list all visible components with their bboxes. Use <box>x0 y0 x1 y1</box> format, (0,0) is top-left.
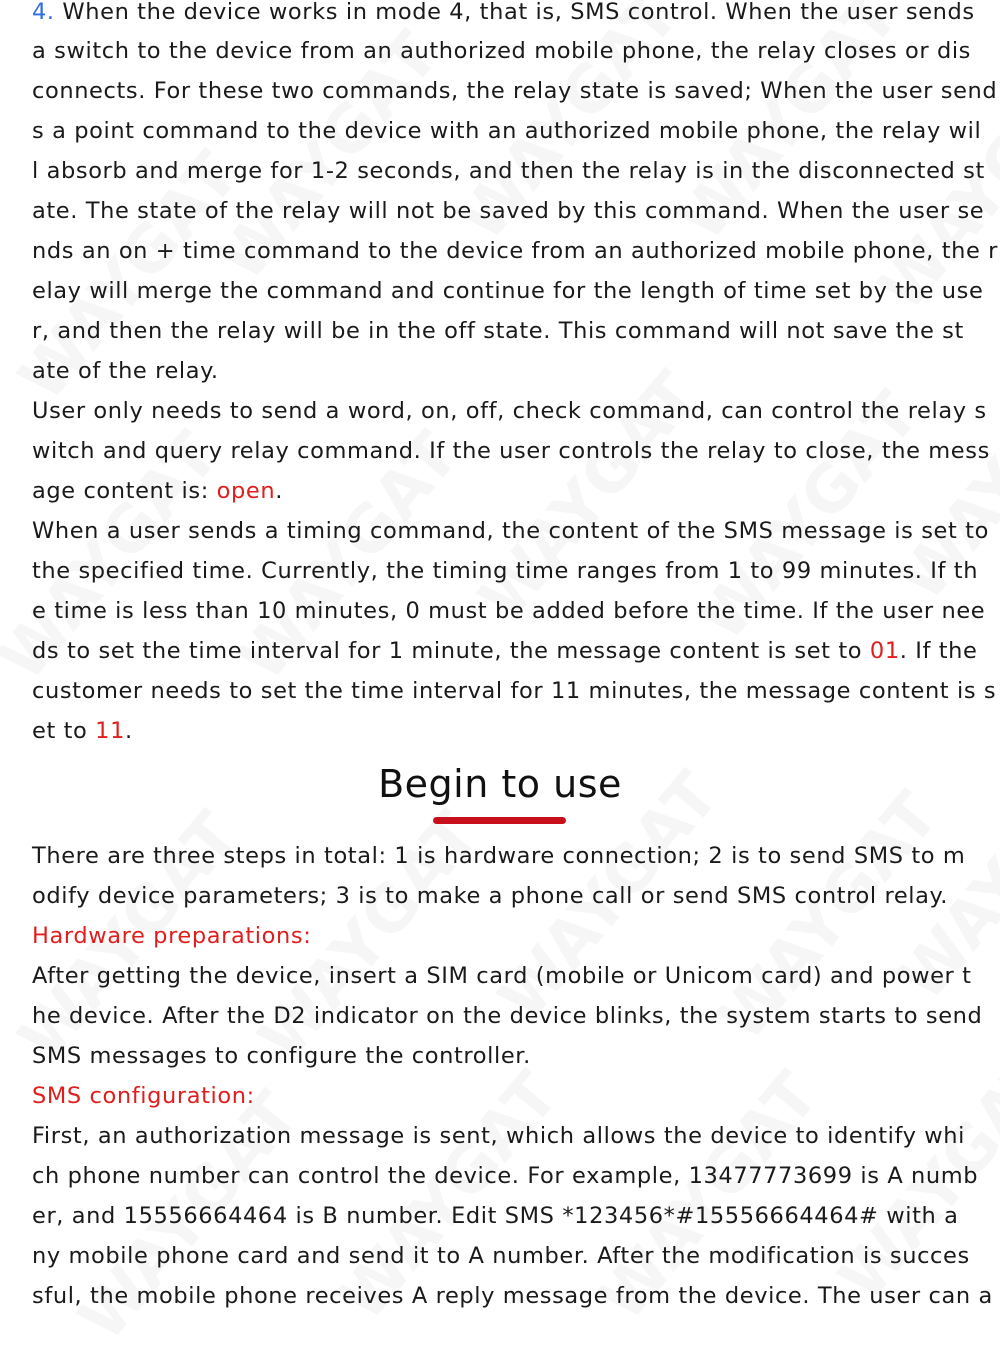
paragraph-line: There are three steps in total: 1 is hardware connection; 2 is to send SMS to m <box>32 843 966 869</box>
paragraph-line: nds an on + time command to the device from an authorized mobile phone, the r <box>32 238 999 264</box>
paragraph-line: e time is less than 10 minutes, 0 must be added before the time. If the user nee <box>32 598 986 624</box>
paragraph-line: sful, the mobile phone receives A reply message from the device. The user can a <box>32 1283 993 1309</box>
subheading-hardware-preparations: Hardware preparations: <box>32 923 312 949</box>
paragraph-line: ate of the relay. <box>32 358 219 384</box>
paragraph-line: ate. The state of the relay will not be saved by this command. When the user se <box>32 198 985 224</box>
paragraph-line: SMS messages to configure the controller. <box>32 1043 531 1069</box>
line-text: When the device works in mode 4, that is, SMS control. When the user sends <box>54 0 975 25</box>
highlight-value: 01 <box>869 638 900 664</box>
line-text: ds to set the time interval for 1 minute, the message content is set to <box>32 638 870 664</box>
paragraph-line: r, and then the relay will be in the off state. This command will not save the st <box>32 318 964 344</box>
paragraph-line: When a user sends a timing command, the content of the SMS message is set to <box>32 518 989 544</box>
paragraph-line: ch phone number can control the device. For example, 13477773699 is A numb <box>32 1163 979 1189</box>
list-number: 4. <box>32 0 55 25</box>
paragraph-line: he device. After the D2 indicator on the device blinks, the system starts to send <box>32 1003 983 1029</box>
line-text: age content is: <box>32 478 217 504</box>
paragraph-line: s a point command to the device with an authorized mobile phone, the relay wil <box>32 118 982 144</box>
paragraph-line <box>32 0 975 32</box>
paragraph-line <box>32 711 133 751</box>
paragraph-line <box>32 631 978 671</box>
paragraph-line: elay will merge the command and continue for the length of time set by the use <box>32 278 984 304</box>
paragraph-line: ny mobile phone card and send it to A number. After the modification is succes <box>32 1243 970 1269</box>
paragraph-line <box>32 471 283 511</box>
line-text: et to <box>32 718 96 744</box>
paragraph-line: er, and 15556664464 is B number. Edit SMS *123456*#15556664464# with a <box>32 1203 959 1229</box>
paragraph-line: the specified time. Currently, the timing time ranges from 1 to 99 minutes. If th <box>32 558 979 584</box>
paragraph-line: a switch to the device from an authorized mobile phone, the relay closes or dis <box>32 38 972 64</box>
paragraph-line: First, an authorization message is sent, which allows the device to identify whi <box>32 1123 965 1149</box>
paragraph-line: witch and query relay command. If the user controls the relay to close, the mess <box>32 438 990 464</box>
paragraph-line: connects. For these two commands, the relay state is saved; When the user send <box>32 78 998 104</box>
line-text: . <box>125 718 133 744</box>
subheading-sms-configuration: SMS configuration: <box>32 1083 255 1109</box>
line-text: . If the <box>899 638 978 664</box>
paragraph-line: customer needs to set the time interval for 11 minutes, the message content is s <box>32 678 997 704</box>
highlight-value: 11 <box>95 718 126 744</box>
paragraph-line: odify device parameters; 3 is to make a phone call or send SMS control relay. <box>32 883 948 909</box>
paragraph-line: After getting the device, insert a SIM card (mobile or Unicom card) and power t <box>32 963 972 989</box>
section-heading: Begin to use <box>378 762 622 806</box>
paragraph-line: l absorb and merge for 1-2 seconds, and then the relay is in the disconnected st <box>32 158 985 184</box>
paragraph-line: User only needs to send a word, on, off, check command, can control the relay s <box>32 398 987 424</box>
line-text: . <box>275 478 283 504</box>
heading-underline-bar <box>433 817 566 824</box>
highlight-value: open <box>216 478 276 504</box>
